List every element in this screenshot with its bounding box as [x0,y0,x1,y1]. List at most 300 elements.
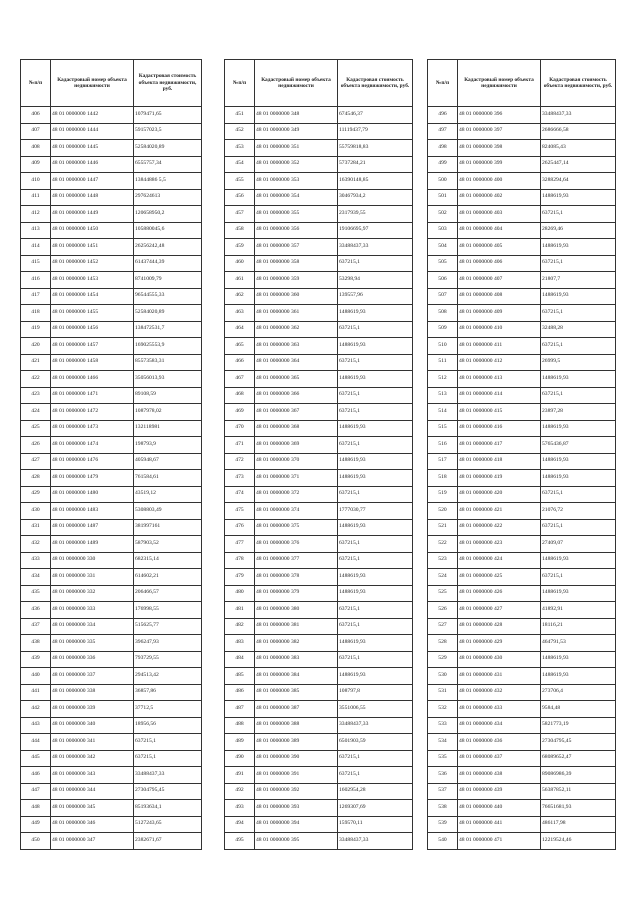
table-row [225,156,413,173]
table-row [428,717,616,734]
table-row [21,123,202,140]
row-number: 416 [21,272,51,289]
table-row [21,800,202,817]
row-number: 430 [21,503,51,520]
cadastral-number: 48 01 0000000 1466 [51,371,134,388]
row-number: 414 [21,239,51,256]
cadastral-number: 48 01 0000000 372 [255,486,338,503]
cadastral-cost: 587903,52 [134,536,202,553]
row-number: 424 [21,404,51,421]
cadastral-cost: 1488619,93 [338,635,413,652]
cadastral-number: 48 01 0000000 390 [255,750,338,767]
table-row [21,602,202,619]
table-row [428,651,616,668]
table-row [225,569,413,586]
cadastral-number: 48 01 0000000 400 [458,173,541,190]
row-number: 534 [428,734,458,751]
header-cadastral-cost: Кадастровая стоимость объекта недвижимости, руб. [541,60,616,107]
row-number: 463 [225,305,255,322]
table-row [428,816,616,833]
cadastral-cost: 5765436,87 [541,437,616,454]
table-row [428,272,616,289]
row-number: 533 [428,717,458,734]
row-number: 406 [21,107,51,124]
table-row [225,651,413,668]
cadastral-cost: 19106695,97 [338,222,413,239]
table-row [21,503,202,520]
cadastral-number: 48 01 0000000 1449 [51,206,134,223]
cadastral-cost: 21076,72 [541,503,616,520]
table-row [428,437,616,454]
cadastral-number: 48 01 0000000 351 [255,140,338,157]
cadastral-cost: 515625,77 [134,618,202,635]
cadastral-number: 48 01 0000000 362 [255,321,338,338]
row-number: 494 [225,816,255,833]
row-number: 539 [428,816,458,833]
cadastral-number: 48 01 0000000 345 [51,800,134,817]
cadastral-cost: 396247,93 [134,635,202,652]
cadastral-number: 48 01 0000000 1447 [51,173,134,190]
row-number: 499 [428,156,458,173]
table-row [225,470,413,487]
table-row [225,486,413,503]
cadastral-cost: 614602,21 [134,569,202,586]
cadastral-cost: 637215,1 [541,486,616,503]
cadastral-cost: 120658950,2 [134,206,202,223]
cadastral-number: 48 01 0000000 342 [51,750,134,767]
cadastral-number: 48 01 0000000 387 [255,701,338,718]
table-row [225,206,413,223]
cadastral-cost: 33488437,33 [338,833,413,850]
cadastral-number: 48 01 0000000 428 [458,618,541,635]
table-row [428,536,616,553]
row-number: 425 [21,420,51,437]
row-number: 529 [428,651,458,668]
row-number: 468 [225,387,255,404]
table-row [225,437,413,454]
table-row [21,420,202,437]
row-number: 500 [428,173,458,190]
table-row [225,833,413,850]
table-row [21,486,202,503]
row-number: 460 [225,255,255,272]
row-number: 466 [225,354,255,371]
cadastral-cost: 26999,5 [541,354,616,371]
cadastral-number: 48 01 0000000 408 [458,288,541,305]
cadastral-cost: 89086986,39 [541,767,616,784]
cadastral-number: 48 01 0000000 381 [255,618,338,635]
cadastral-number: 48 01 0000000 354 [255,189,338,206]
table-row [225,288,413,305]
cadastral-cost: 637215,1 [541,206,616,223]
cadastral-number: 48 01 0000000 355 [255,206,338,223]
table-row [21,354,202,371]
cadastral-cost: 1488619,93 [338,470,413,487]
cadastral-number: 48 01 0000000 1457 [51,338,134,355]
row-number: 470 [225,420,255,437]
cadastral-number: 48 01 0000000 376 [255,536,338,553]
cadastral-cost: 637215,1 [338,486,413,503]
row-number: 512 [428,371,458,388]
cadastral-cost: 5308803,49 [134,503,202,520]
table-row [428,503,616,520]
table-row [225,338,413,355]
table-row [21,305,202,322]
row-number: 509 [428,321,458,338]
row-number: 518 [428,470,458,487]
cadastral-cost: 27304795,45 [134,783,202,800]
cadastral-cost: 637215,1 [541,338,616,355]
row-number: 421 [21,354,51,371]
table-row [225,305,413,322]
table-row [225,387,413,404]
row-number: 472 [225,453,255,470]
table-row [225,239,413,256]
cadastral-cost: 637215,1 [134,750,202,767]
table-row [21,701,202,718]
table-row [21,734,202,751]
cadastral-number: 48 01 0000000 433 [458,701,541,718]
table-row [428,420,616,437]
cadastral-number: 48 01 0000000 440 [458,800,541,817]
row-number: 459 [225,239,255,256]
row-number: 490 [225,750,255,767]
row-number: 510 [428,338,458,355]
table-row [225,717,413,734]
cadastral-number: 48 01 0000000 438 [458,767,541,784]
cadastral-number: 48 01 0000000 420 [458,486,541,503]
cadastral-number: 48 01 0000000 367 [255,404,338,421]
cadastral-cost: 5821773,19 [541,717,616,734]
cadastral-number: 48 01 0000000 348 [255,107,338,124]
cadastral-number: 48 01 0000000 1455 [51,305,134,322]
table-row [428,668,616,685]
table-row [428,338,616,355]
cadastral-cost: 1488619,93 [338,371,413,388]
cadastral-cost: 85193634,1 [134,800,202,817]
cadastral-number: 48 01 0000000 434 [458,717,541,734]
table-row [225,404,413,421]
cadastral-cost: 381997161 [134,519,202,536]
cadastral-number: 48 01 0000000 382 [255,635,338,652]
cadastral-table-1 [20,59,202,850]
cadastral-cost: 2317939,55 [338,206,413,223]
cadastral-cost: 1777030,77 [338,503,413,520]
row-number: 484 [225,651,255,668]
table-row [21,552,202,569]
row-number: 491 [225,767,255,784]
table-row [21,767,202,784]
cadastral-cost: 56387852,11 [541,783,616,800]
row-number: 428 [21,470,51,487]
row-number: 443 [21,717,51,734]
table-row [428,569,616,586]
table-row [428,305,616,322]
cadastral-cost: 1488619,93 [541,420,616,437]
table-row [428,635,616,652]
row-number: 411 [21,189,51,206]
row-number: 513 [428,387,458,404]
table-row [21,750,202,767]
cadastral-cost: 37712,5 [134,701,202,718]
header-cadastral-cost: Кадастровая стоимость объекта недвижимости, руб. [338,60,413,107]
row-number: 432 [21,536,51,553]
cadastral-cost: 2382671,67 [134,833,202,850]
cadastral-number: 48 01 0000000 384 [255,668,338,685]
cadastral-number: 48 01 0000000 1480 [51,486,134,503]
table-row [428,173,616,190]
table-row [428,470,616,487]
cadastral-number: 48 01 0000000 414 [458,387,541,404]
cadastral-number: 48 01 0000000 389 [255,734,338,751]
table-row [428,701,616,718]
row-number: 412 [21,206,51,223]
cadastral-cost: 27304795,45 [541,734,616,751]
cadastral-number: 48 01 0000000 398 [458,140,541,157]
table-row [21,717,202,734]
cadastral-cost: 273706,4 [541,684,616,701]
row-number: 485 [225,668,255,685]
cadastral-cost: 132118981 [134,420,202,437]
table-row [428,206,616,223]
row-number: 487 [225,701,255,718]
cadastral-cost: 6555757,34 [134,156,202,173]
row-number: 531 [428,684,458,701]
cadastral-cost: 637215,1 [541,387,616,404]
cadastral-number: 48 01 0000000 337 [51,668,134,685]
row-number: 407 [21,123,51,140]
cadastral-number: 48 01 0000000 363 [255,338,338,355]
cadastral-number: 48 01 0000000 392 [255,783,338,800]
row-number: 408 [21,140,51,157]
row-number: 447 [21,783,51,800]
table-row [21,783,202,800]
cadastral-cost: 176998,55 [134,602,202,619]
cadastral-number: 48 01 0000000 346 [51,816,134,833]
cadastral-cost: 3551006,55 [338,701,413,718]
row-number: 520 [428,503,458,520]
row-number: 535 [428,750,458,767]
row-number: 483 [225,635,255,652]
cadastral-cost: 1602954,28 [338,783,413,800]
cadastral-cost: 11119437,79 [338,123,413,140]
table-row [225,255,413,272]
row-number: 525 [428,585,458,602]
cadastral-number: 48 01 0000000 1451 [51,239,134,256]
row-number: 469 [225,404,255,421]
row-number: 527 [428,618,458,635]
cadastral-number: 48 01 0000000 356 [255,222,338,239]
cadastral-cost: 1488619,93 [541,189,616,206]
row-number: 503 [428,222,458,239]
cadastral-cost: 89108,59 [134,387,202,404]
cadastral-cost: 637215,1 [338,552,413,569]
table-row [428,684,616,701]
header-cadastral-number: Кадастровый номер объекта недвижимости [255,60,338,107]
row-number: 495 [225,833,255,850]
cadastral-cost: 1488619,93 [338,519,413,536]
row-number: 429 [21,486,51,503]
row-number: 514 [428,404,458,421]
table-row [428,255,616,272]
cadastral-cost: 8741009,79 [134,272,202,289]
table-row [428,222,616,239]
row-number: 486 [225,684,255,701]
cadastral-number: 48 01 0000000 377 [255,552,338,569]
cadastral-number: 48 01 0000000 393 [255,800,338,817]
cadastral-number: 48 01 0000000 332 [51,585,134,602]
row-number: 417 [21,288,51,305]
cadastral-cost: 198793,9 [134,437,202,454]
cadastral-number: 48 01 0000000 409 [458,305,541,322]
table-row [225,750,413,767]
cadastral-cost: 674546,37 [338,107,413,124]
header-num: №п/п [21,60,51,107]
table-row [21,569,202,586]
table-row [428,486,616,503]
cadastral-number: 48 01 0000000 1479 [51,470,134,487]
table-row [225,668,413,685]
cadastral-cost: 637215,1 [338,321,413,338]
table-row [21,833,202,850]
table-row [225,684,413,701]
table-row [428,585,616,602]
cadastral-cost: 1488619,93 [338,420,413,437]
cadastral-number: 48 01 0000000 1474 [51,437,134,454]
row-number: 435 [21,585,51,602]
table-row [428,354,616,371]
cadastral-number: 48 01 0000000 365 [255,371,338,388]
cadastral-cost: 1488619,93 [338,668,413,685]
cadastral-cost: 637215,1 [338,767,413,784]
row-number: 532 [428,701,458,718]
cadastral-number: 48 01 0000000 391 [255,767,338,784]
header-cadastral-cost: Кадастровая стоимость объекта недвижимости, руб. [134,60,202,107]
cadastral-cost: 1488619,93 [541,470,616,487]
table-row [225,123,413,140]
cadastral-number: 48 01 0000000 410 [458,321,541,338]
table-row [428,107,616,124]
table-row [21,206,202,223]
cadastral-cost: 33488437,33 [541,107,616,124]
cadastral-number: 48 01 0000000 402 [458,189,541,206]
cadastral-cost: 637215,1 [338,404,413,421]
table-row [225,734,413,751]
table-row [428,783,616,800]
table-row [428,404,616,421]
cadastral-cost: 1488619,93 [541,651,616,668]
row-number: 476 [225,519,255,536]
cadastral-cost: 18956,56 [134,717,202,734]
table-row [225,519,413,536]
row-number: 462 [225,288,255,305]
cadastral-number: 48 01 0000000 422 [458,519,541,536]
cadastral-cost: 52584020,89 [134,140,202,157]
cadastral-number: 48 01 0000000 330 [51,552,134,569]
cadastral-cost: 637215,1 [541,255,616,272]
cadastral-cost: 9584,48 [541,701,616,718]
row-number: 465 [225,338,255,355]
table-row [21,387,202,404]
table-row [225,453,413,470]
cadastral-number: 48 01 0000000 1483 [51,503,134,520]
cadastral-cost: 32488,28 [541,321,616,338]
cadastral-cost: 5737284,21 [338,156,413,173]
table-row [428,156,616,173]
row-number: 474 [225,486,255,503]
cadastral-cost: 637215,1 [338,437,413,454]
row-number: 449 [21,816,51,833]
row-number: 479 [225,569,255,586]
cadastral-table-2 [224,59,413,850]
cadastral-cost: 169025553,9 [134,338,202,355]
row-number: 461 [225,272,255,289]
row-number: 444 [21,734,51,751]
cadastral-cost: 85573583,31 [134,354,202,371]
row-number: 493 [225,800,255,817]
cadastral-cost: 159570,11 [338,816,413,833]
cadastral-number: 48 01 0000000 359 [255,272,338,289]
cadastral-cost: 1079471,65 [134,107,202,124]
row-number: 419 [21,321,51,338]
row-number: 473 [225,470,255,487]
row-number: 523 [428,552,458,569]
row-number: 507 [428,288,458,305]
row-number: 427 [21,453,51,470]
row-number: 413 [21,222,51,239]
row-number: 536 [428,767,458,784]
row-number: 482 [225,618,255,635]
cadastral-cost: 206466,57 [134,585,202,602]
table-row [21,437,202,454]
cadastral-cost: 637215,1 [338,651,413,668]
cadastral-number: 48 01 0000000 368 [255,420,338,437]
cadastral-number: 48 01 0000000 394 [255,816,338,833]
cadastral-number: 48 01 0000000 395 [255,833,338,850]
row-number: 496 [428,107,458,124]
cadastral-cost: 16390148,85 [338,173,413,190]
row-number: 450 [21,833,51,850]
table-row [21,618,202,635]
cadastral-cost: 1488619,93 [541,288,616,305]
table-header-row [428,60,616,107]
cadastral-number: 48 01 0000000 426 [458,585,541,602]
cadastral-number: 48 01 0000000 334 [51,618,134,635]
cadastral-number: 48 01 0000000 429 [458,635,541,652]
cadastral-table-3 [427,59,616,850]
cadastral-number: 48 01 0000000 1448 [51,189,134,206]
row-number: 410 [21,173,51,190]
header-num: №п/п [225,60,255,107]
cadastral-number: 48 01 0000000 399 [458,156,541,173]
table-row [428,140,616,157]
cadastral-cost: 108797,8 [338,684,413,701]
table-row [21,585,202,602]
row-number: 502 [428,206,458,223]
row-number: 451 [225,107,255,124]
cadastral-cost: 637215,1 [338,354,413,371]
cadastral-number: 48 01 0000000 341 [51,734,134,751]
row-number: 442 [21,701,51,718]
row-number: 481 [225,602,255,619]
table-row [225,552,413,569]
row-number: 521 [428,519,458,536]
cadastral-cost: 36857,86 [134,684,202,701]
row-number: 524 [428,569,458,586]
cadastral-number: 48 01 0000000 418 [458,453,541,470]
cadastral-cost: 3288294,64 [541,173,616,190]
cadastral-number: 48 01 0000000 396 [458,107,541,124]
